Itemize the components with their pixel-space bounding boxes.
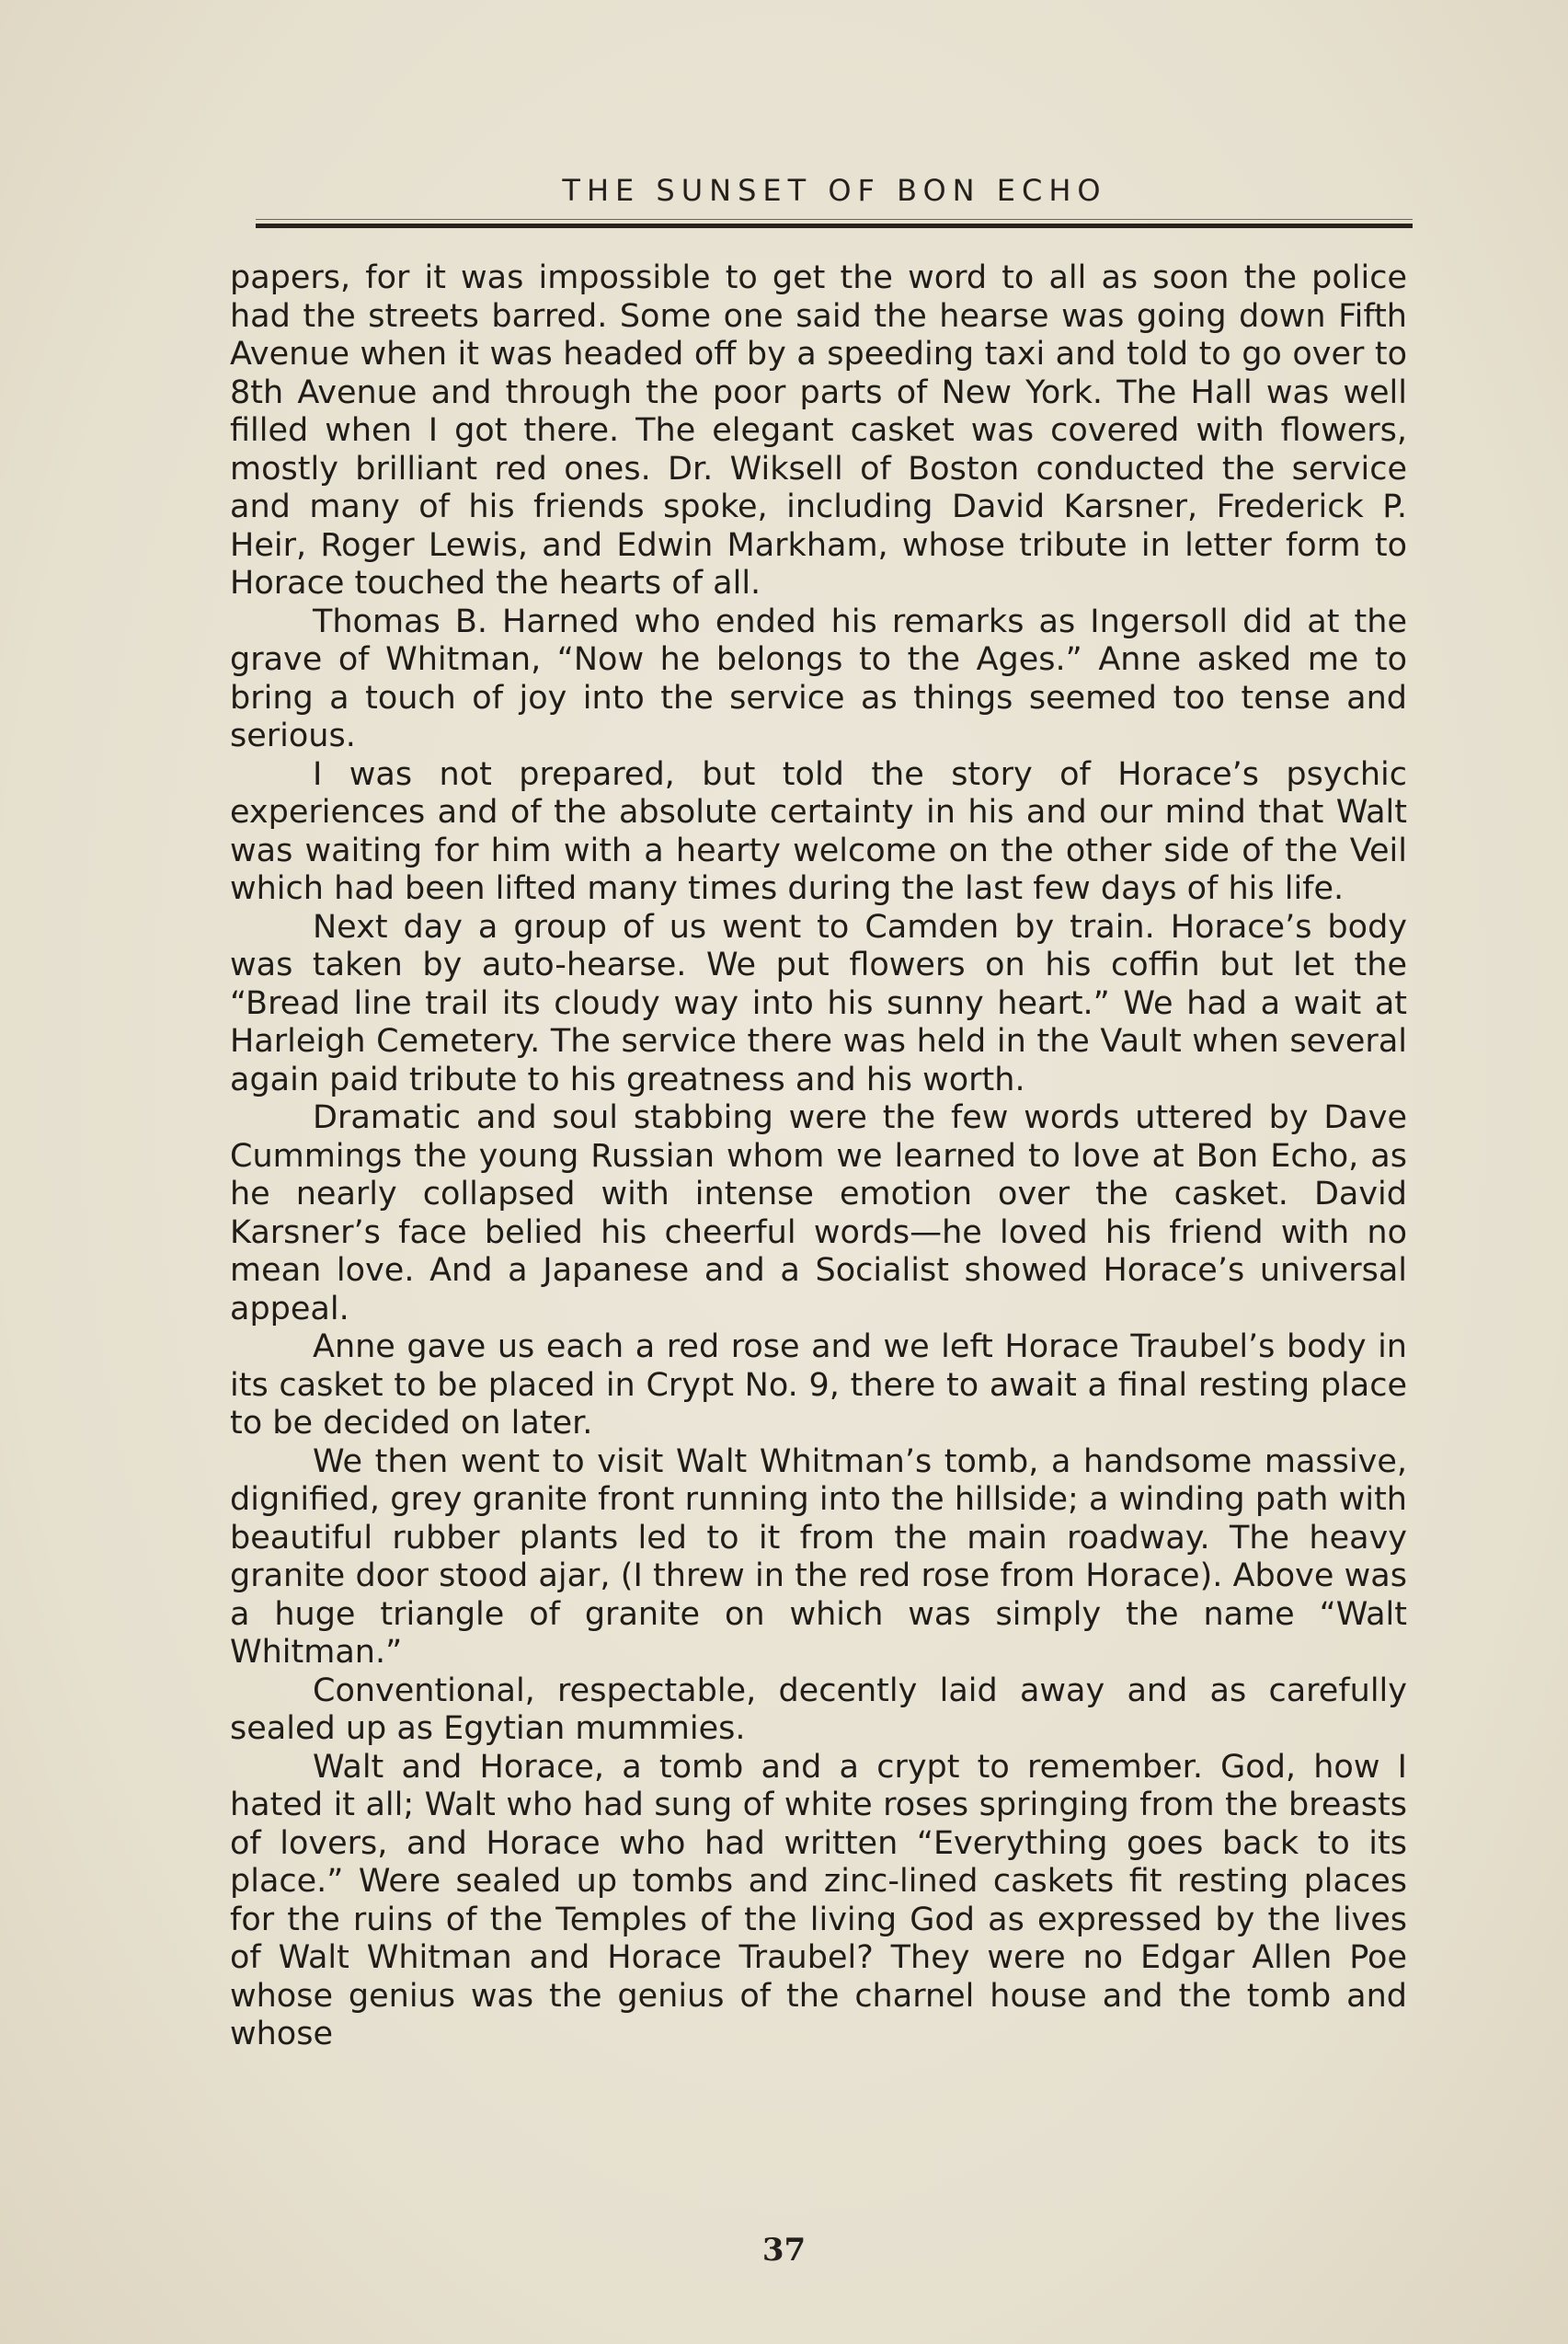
body-text [230, 259, 1407, 2054]
paragraph: Next day a group of us went to Camden by train. Horace’s body was taken by auto-hearse. We put flowers on his coffin but let the “Bread line trail its cloudy way into his sunny heart.” We had a wait at Harleigh Cemetery. The service there was held in the Vault when several again paid tribute to his greatness and his worth. [230, 908, 1407, 1098]
paragraph: Walt and Horace, a tomb and a crypt to remember. God, how I hated it all; Walt who had sung of white roses springing from the breasts of lovers, and Horace who had written “Everything goes back to its place.” Were sealed up tombs and zinc-lined caskets fit resting places for the ruins of the Temples of the living God as expressed by the lives of Walt Whitman and Horace Traubel? They were no Edgar Allen Poe whose genius was the genius of the charnel house and the tomb and whose [230, 1748, 1407, 2052]
paragraph: Anne gave us each a red rose and we left Horace Traubel’s body in its casket to be placed in Crypt No. 9, there to await a final resting place to be decided on later. [230, 1328, 1407, 1442]
paragraph: Conventional, respectable, decently laid away and as carefully sealed up as Egytian mummies. [230, 1672, 1407, 1747]
paragraph: Thomas B. Harned who ended his remarks as Ingersoll did at the grave of Whitman, “Now he belongs to the Ages.” Anne asked me to bring a touch of joy into the service as things seemed too tense and serious. [230, 603, 1407, 754]
page-number: 37 [761, 2232, 807, 2269]
running-head-title: THE SUNSET OF BON ECHO [562, 173, 1107, 208]
paragraph: I was not prepared, but told the story of Horace’s psychic experiences and of the absolute certainty in his and our mind that Walt was waiting for him with a hearty welcome on the other side of the Veil which had been lifted many times during the last few days of his life. [230, 755, 1407, 907]
header-rule [256, 224, 1413, 228]
paragraph-continued: papers, for it was impossible to get the word to all as soon the police had the streets barred. Some one said the hearse was going down Fifth Avenue when it was headed off by a speeding taxi and told to go over to 8th Avenue and through the poor parts of New York. The Hall was well filled when I got there. The elegant casket was covered with flowers, mostly brilliant red ones. Dr. Wiksell of Boston conducted the service and many of his friends spoke, including David Karsner, Frederick P. Heir, Roger Lewis, and Edwin Markham, whose tribute in letter form to Horace touched the hearts of all. [230, 259, 1407, 602]
header-rule-thin [256, 219, 1413, 220]
paragraph: We then went to visit Walt Whitman’s tomb, a handsome massive, dignified, grey granite front running into the hillside; a winding path with beautiful rubber plants led to it from the main roadway. The heavy granite door stood ajar, (I threw in the red rose from Horace). Above was a huge triangle of granite on which was simply the name “Walt Whitman.” [230, 1442, 1407, 1671]
paragraph: Dramatic and soul stabbing were the few words uttered by Dave Cummings the young Russian whom we learned to love at Bon Echo, as he nearly collapsed with intense emotion over the casket. David Karsner’s face belied his cheerful words—he loved his friend with no mean love. And a Japanese and a Socialist showed Horace’s universal appeal. [230, 1099, 1407, 1327]
